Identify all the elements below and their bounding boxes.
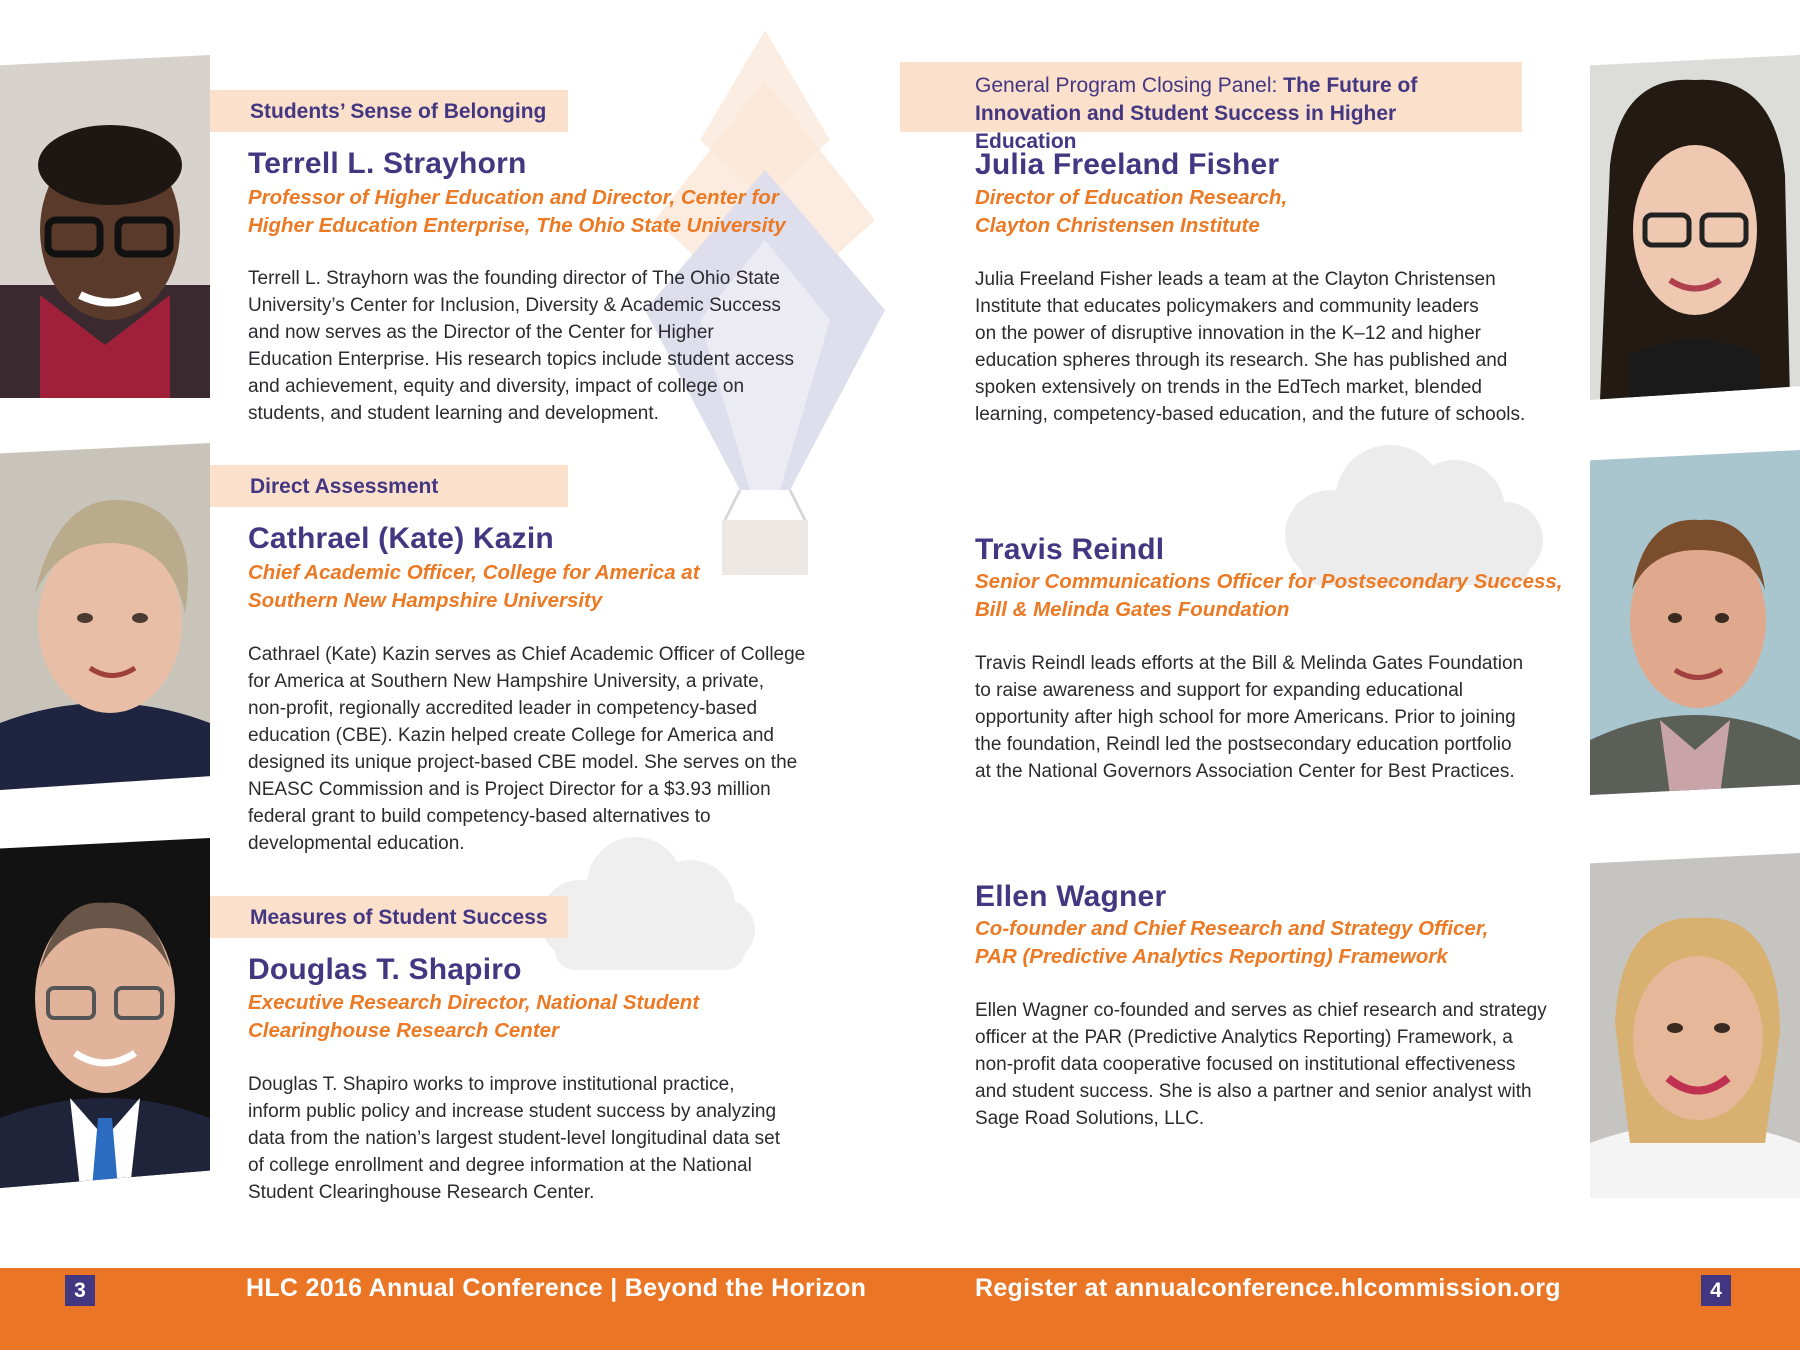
session-banner — [210, 896, 568, 938]
panel-title-line1: The Future of — [1283, 74, 1418, 97]
speaker-name: Ellen Wagner — [975, 880, 1167, 913]
conference-title: HLC 2016 Annual Conference | Beyond the Horizon — [246, 1274, 867, 1302]
panel-banner — [900, 62, 1522, 153]
speaker-role: Chief Academic Officer, College for America at Southern New Hampshire University — [248, 561, 700, 612]
speaker-photo — [1590, 853, 1800, 1198]
speaker-bio: Travis Reindl leads efforts at the Bill & Melinda Gates Foundation to raise awareness and support for expanding educational opportunity after high school for more Americans. Prior to joining the foundation, Reindl led the postsecondary education portfolio at the National Governors Association Center for Best Practices. — [975, 653, 1524, 782]
panel-title-line2: Innovation and Student Success in Higher Education — [975, 102, 1397, 153]
register-link[interactable]: Register at annualconference.hlcommission.org — [975, 1274, 1561, 1302]
page-number-left: 3 — [65, 1275, 95, 1306]
speaker-name: Cathrael (Kate) Kazin — [248, 522, 554, 555]
speaker-name: Julia Freeland Fisher — [975, 148, 1280, 181]
session-banner — [210, 465, 568, 507]
speaker-bio: Ellen Wagner co-founded and serves as chief research and strategy officer at the PAR (Predictive Analytics Reporting) Framework, a non-profit data cooperative focused on institutional effectiveness and student success. She is also a partner and senior analyst with Sage Road Solutions, LLC. — [975, 1000, 1547, 1129]
session-banner — [210, 90, 568, 132]
session-title: Direct Assessment — [250, 475, 439, 498]
speaker-bio: Cathrael (Kate) Kazin serves as Chief Academic Officer of College for America at Southern New Hampshire University, a private, non-profit, regionally accredited leader in competency-based education (CBE). Kazin helped create College for America and designed its unique project-based CBE model. She serves on the NEASC Commission and is Project Director for a $3.93 million federal grant to build competency-based alternatives to developmental education. — [248, 644, 806, 854]
speaker-photo — [0, 443, 210, 790]
speaker-photo — [1590, 450, 1800, 795]
speaker-name: Travis Reindl — [975, 533, 1165, 566]
speaker-role: Senior Communications Officer for Postsecondary Success, Bill & Melinda Gates Foundation — [975, 570, 1563, 621]
session-title: Students’ Sense of Belonging — [250, 100, 547, 123]
speaker-photo — [0, 55, 210, 398]
speaker-role: Co-founder and Chief Research and Strategy Officer, PAR (Predictive Analytics Reporting) Framework — [975, 917, 1489, 968]
speaker-bio: Julia Freeland Fisher leads a team at the Clayton Christensen Institute that educates policymakers and community leaders on the power of disruptive innovation in the K–12 and higher education spheres through its research. She has published and spoken extensively on trends in the EdTech market, blended learning, competency-based education, and the future of schools. — [975, 269, 1526, 425]
session-title: Measures of Student Success — [250, 906, 548, 929]
speaker-role: Professor of Higher Education and Director, Center for Higher Education Enterprise, The Ohio State University — [248, 186, 786, 237]
speaker-bio: Douglas T. Shapiro works to improve institutional practice, inform public policy and increase student success by analyzing data from the nation’s largest student-level longitudinal data set of college enrollment and degree information at the National Student Clearinghouse Research Center. — [248, 1074, 780, 1203]
speaker-bio: Terrell L. Strayhorn was the founding director of The Ohio State University’s Center for Inclusion, Diversity & Academic Success and now serves as the Director of the Center for Higher Education Enterprise. His research topics include student access and achievement, equity and diversity, impact of college on students, and student learning and development. — [248, 268, 794, 424]
speaker-role: Executive Research Director, National Student Clearinghouse Research Center — [248, 991, 700, 1042]
panel-label: General Program Closing Panel: — [975, 74, 1284, 97]
speaker-name: Terrell L. Strayhorn — [248, 147, 527, 180]
speaker-photo — [0, 838, 210, 1188]
speaker-name: Douglas T. Shapiro — [248, 953, 522, 986]
speaker-photo — [1590, 55, 1800, 400]
page-number-right: 4 — [1701, 1275, 1731, 1306]
speaker-role: Director of Education Research, Clayton Christensen Institute — [975, 186, 1288, 237]
